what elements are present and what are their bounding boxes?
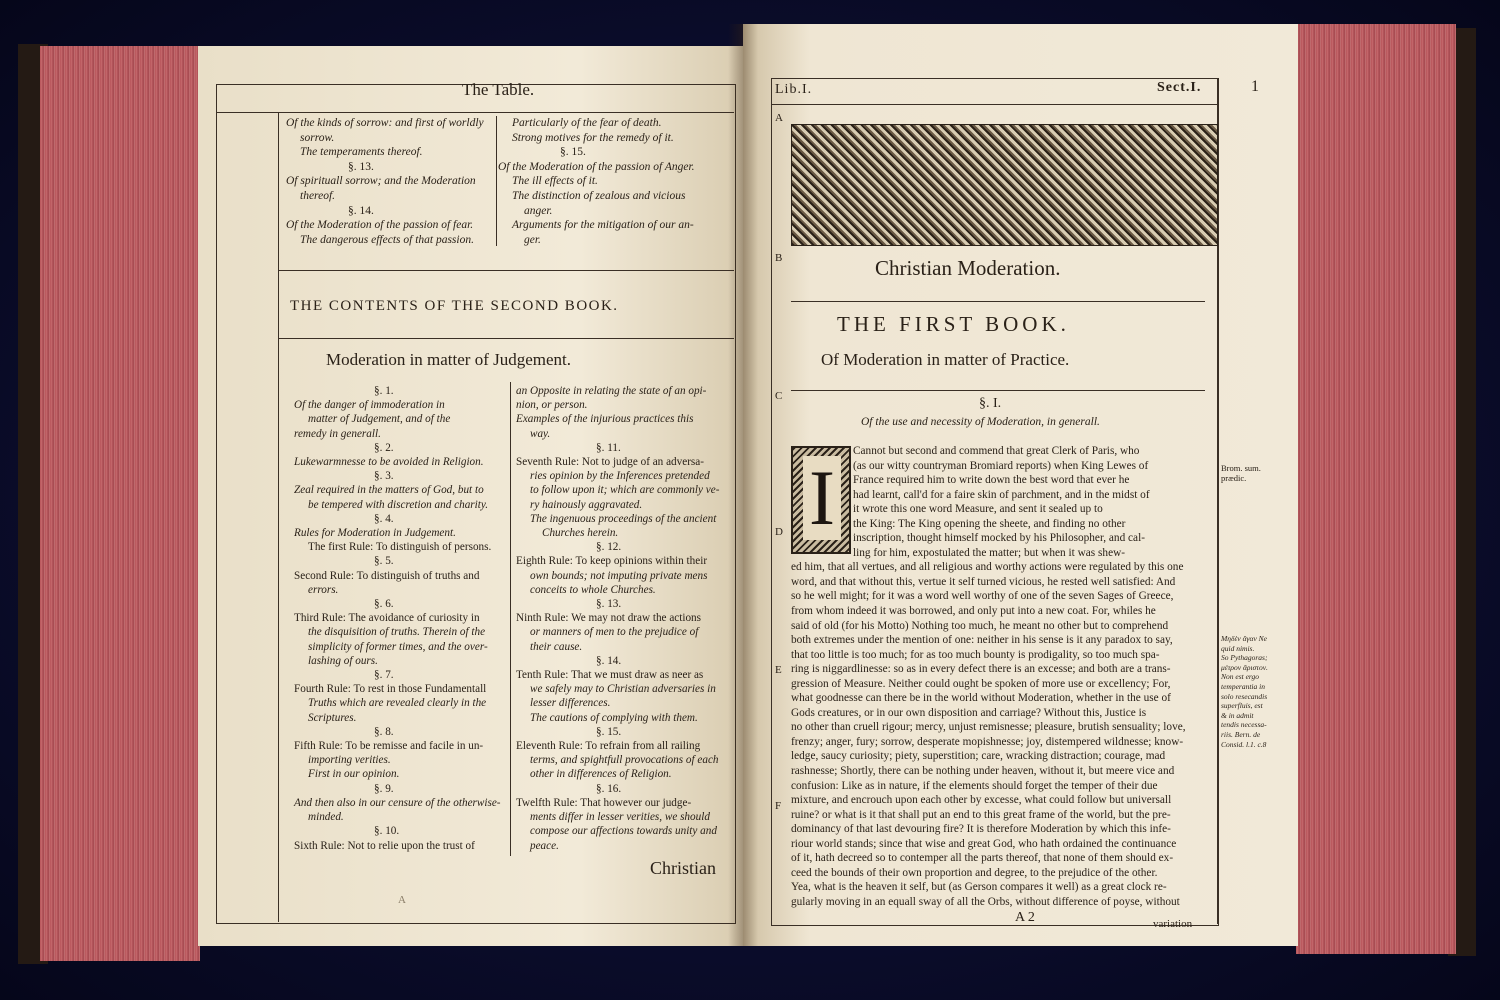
contents-line: Fifth Rule: To be remisse and facile in un- [294, 740, 484, 753]
contents-line: §. 11. [596, 441, 621, 454]
contents-line: Rules for Moderation in Judgement. [294, 527, 456, 540]
contents-line: Zeal required in the matters of God, but to [294, 484, 484, 497]
contents-line: an Opposite in relating the state of an opi- [516, 385, 707, 397]
margin-note-line: Μηδὲν ἄγαν Ne [1221, 634, 1267, 643]
body-line: (as our witty countryman Bromiard reports) when King Lewes of [853, 459, 1149, 472]
contents-line: §. 2. [374, 441, 394, 454]
contents-line: Lukewarmnesse to be avoided in Religion. [294, 456, 484, 469]
body-line: had learnt, call'd for a faire skin of parchment, and in the midst of [853, 488, 1150, 501]
body-line: frenzy; anger, fury; sorrow, desperate mopishnesse; joy, distempered wildnesse; know- [791, 735, 1184, 748]
margin-letter-d: D [775, 526, 783, 538]
subtitle-rule [791, 390, 1205, 391]
margin-note-line: So Pythagoras; [1221, 653, 1268, 663]
contents-line: Second Rule: To distinguish of truths and [294, 569, 480, 582]
margin-note-line: prædic. [1221, 472, 1247, 483]
body-line: rashnesse; Shortly, there can be nothing under heaven, without it, but meere vice and [791, 765, 1175, 778]
contents-column-a [294, 384, 501, 853]
body-line: mixture, and encrouch upon each other by excesse, what could follow but universall [791, 794, 1172, 807]
left-page-edge [40, 46, 200, 961]
left-header: The Table. [462, 80, 535, 99]
contents-line: ry hainously aggravated. [530, 498, 643, 511]
table-line: Of the Moderation of the passion of Anger. [498, 160, 695, 173]
table-line: anger. [524, 204, 553, 217]
body-line: Gods creatures, or in our own disposition and carriage? Without this, Justice is [791, 706, 1147, 719]
table-line: The dangerous effects of that passion. [300, 233, 474, 246]
contents-line: be tempered with discretion and charity. [308, 498, 489, 511]
body-line: ledge, saucy curiosity; piety, superstition; care, wracking distraction; courage, mad [791, 750, 1166, 763]
contents-line: Of the danger of immoderation in [294, 399, 445, 412]
body-line: Yea, what is the heaven it self, but (as Gerson compares it well) as a great clock re- [791, 881, 1167, 894]
section-title: Of the use and necessity of Moderation, in generall. [861, 416, 1100, 428]
body-line: said of old (for his Motto) Nothing too much, he meant no other but to comprehend [791, 619, 1169, 632]
right-signature: A 2 [1015, 910, 1035, 925]
contents-line: or manners of men to the prejudice of [530, 626, 699, 639]
margin-note-line: Brom. sum. [1221, 463, 1261, 473]
contents-column-b [516, 384, 719, 853]
contents-rule-bottom [278, 338, 734, 339]
contents-line: peace. [530, 839, 559, 852]
body-line: so he well might; for it was a word well worthy of one of the seven Sages of Greece, [791, 590, 1174, 603]
body-line: of it, hath decreed so to contemper all the parts thereof, that none of them should ex- [791, 852, 1174, 865]
margin-note-line: quid nimis. [1221, 643, 1255, 653]
table-line: The ill effects of it. [512, 175, 598, 188]
section-number: §. I. [979, 396, 1002, 411]
right-header-left: Lib.I. [775, 82, 813, 97]
contents-line: Fourth Rule: To rest in those Fundamentall [294, 683, 487, 696]
contents-line: And then also in our censure of the otherwise- [294, 796, 501, 809]
contents-line: matter of Judgement, and of the [308, 413, 451, 426]
body-line: dominancy of that last devouring fire? It is therefore Moderation by which this infe- [791, 823, 1171, 836]
contents-line: ments differ in lesser verities, we should [530, 811, 710, 824]
contents-line: The ingenuous proceedings of the ancient [530, 512, 717, 525]
table-line: §. 14. [348, 204, 374, 217]
contents-line: §. 9. [374, 782, 394, 795]
body-line: ring is niggardlinesse: so as in every defect there is an excesse; and both are a trans- [791, 663, 1171, 676]
margin-note-line: superfluis, est [1221, 701, 1263, 711]
contents-line: §. 14. [596, 654, 622, 667]
right-page-edge [1296, 24, 1456, 954]
left-page [198, 46, 743, 946]
table-line: The temperaments thereof. [300, 146, 423, 159]
body-line: both extremes under the mention of one: neither in his sense is it any paradox to say, [791, 634, 1173, 647]
contents-title: THE CONTENTS OF THE SECOND BOOK. [290, 298, 619, 314]
body-line: what goodnesse can there be in the world without Moderation, whether in the use of [791, 692, 1171, 705]
contents-line: Eleventh Rule: To refrain from all railing [516, 740, 701, 753]
contents-line: nion, or person. [516, 399, 588, 412]
title-rule [791, 301, 1205, 302]
margin-letter-c: C [775, 390, 783, 402]
table-column-1 [286, 116, 484, 247]
right-header-right: Sect.I. [1157, 80, 1202, 95]
contents-line: §. 7. [374, 669, 394, 682]
contents-col-rule [510, 382, 511, 856]
body-line: confusion: Like as in nature, if the elements should forget the temper of their due [791, 779, 1158, 792]
table-line: Of the kinds of sorrow: and first of worldly [286, 117, 484, 129]
table-line: sorrow. [300, 131, 335, 144]
contents-line: Seventh Rule: Not to judge of an adversa- [516, 456, 704, 469]
contents-line: Eighth Rule: To keep opinions within their [516, 555, 708, 568]
drop-cap-letter: I [803, 456, 841, 540]
right-catchword: variation [1153, 918, 1193, 930]
contents-line: Third Rule: The avoidance of curiosity in [294, 612, 480, 625]
table-line: Of the Moderation of the passion of fear. [286, 219, 474, 232]
contents-line: terms, and spightfull provocations of each [530, 754, 719, 767]
contents-subtitle: Moderation in matter of Judgement. [326, 350, 572, 369]
contents-line: own bounds; not imputing private mens [530, 569, 708, 582]
contents-line: the disquisition of truths. Therein of the [308, 626, 486, 639]
body-line: inscription, thought himself mocked by his Philosopher, and cal- [853, 532, 1145, 545]
body-line: it wrote this one word Measure, and sent it sealed up to [853, 503, 1103, 516]
margin-note-line: & in admit [1221, 710, 1254, 720]
margin-note-line: μέτρον ἄριστον. [1221, 662, 1268, 672]
contents-line: Churches herein. [542, 527, 619, 540]
right-page [743, 24, 1298, 946]
margin-note-line: Consid. l.1. c.8 [1221, 739, 1267, 749]
contents-line: The cautions of complying with them. [530, 711, 698, 724]
margin-note-bromiard [1221, 464, 1261, 483]
margin-letter-e: E [775, 664, 782, 676]
table-line: Particularly of the fear of death. [512, 117, 662, 129]
table-col-rule [496, 116, 497, 246]
contents-line: lesser differences. [530, 697, 611, 710]
table-line: Arguments for the mitigation of our an- [512, 219, 694, 232]
contents-line: The first Rule: To distinguish of persons. [308, 541, 492, 554]
page-number: 1 [1251, 78, 1259, 95]
contents-line: other in differences of Religion. [530, 768, 672, 781]
contents-line: compose our affections towards unity and [530, 825, 717, 838]
body-line: ed him, that all vertues, and all religious and worthy actions were regulated by this one [791, 561, 1184, 574]
right-header-rule [771, 104, 1217, 105]
contents-line: First in our opinion. [308, 768, 400, 781]
margin-note-line: solo resecandis [1221, 691, 1268, 701]
body-line: gression of Measure. Neither could ought be spoken of more use or excellency; For, [791, 677, 1171, 690]
decorative-headpiece [791, 124, 1218, 246]
body-line: ruine? or what is it that shall put an end to this great frame of the world, but the pre- [791, 808, 1171, 821]
body-line: gularly moving in an equall sway of all the Orbs, without difference of poyse, without [791, 895, 1180, 908]
body-line: Cannot but second and commend that great Clerk of Paris, who [853, 445, 1140, 457]
table-line: The distinction of zealous and vicious [512, 189, 686, 202]
contents-line: Truths which are revealed clearly in the [308, 697, 487, 710]
margin-note-line: temperantia in [1221, 681, 1265, 691]
contents-line: §. 6. [374, 598, 394, 611]
book-subtitle: Of Moderation in matter of Practice. [821, 350, 1070, 369]
left-signature: A [398, 894, 406, 906]
contents-line: importing verities. [308, 754, 391, 767]
contents-line: remedy in generall. [294, 427, 381, 440]
contents-line: §. 15. [596, 725, 622, 738]
contents-line: their cause. [530, 640, 583, 653]
body-line: France required him to write down the best word that ever he [853, 474, 1130, 487]
contents-line: lashing of ours. [308, 654, 378, 667]
contents-line: minded. [308, 811, 344, 824]
margin-note-greek [1221, 634, 1268, 749]
contents-rule-top [278, 270, 734, 271]
contents-line: §. 12. [596, 541, 622, 554]
contents-line: §. 8. [374, 725, 394, 738]
margin-letter-a: A [775, 112, 783, 124]
table-line: §. 15. [560, 146, 586, 159]
margin-letter-b: B [775, 252, 783, 264]
table-line: thereof. [300, 189, 336, 202]
contents-line: Ninth Rule: We may not draw the actions [516, 612, 702, 625]
table-line: ger. [524, 233, 541, 246]
contents-line: §. 3. [374, 470, 394, 483]
table-column-2 [498, 116, 695, 247]
contents-line: errors. [308, 583, 339, 596]
contents-line: §. 16. [596, 782, 622, 795]
work-title: Christian Moderation. [875, 256, 1061, 280]
body-line: word, and that without this, vertue it self turned vicious, he rested well satisfied: And [791, 575, 1176, 588]
contents-line: Sixth Rule: Not to relie upon the trust of [294, 839, 475, 852]
contents-line: §. 13. [596, 598, 622, 611]
contents-line: simplicity of former times, and the over- [308, 640, 488, 653]
body-line: that too little is too much; for as too much bounty is prodigality, so too much spa- [791, 648, 1160, 661]
contents-line: ries opinion by the Inferences pretended [530, 470, 710, 483]
contents-line: conceits to whole Churches. [530, 583, 656, 596]
body-line: from whom indeed it was borrowed, and only put into a new coat. For, whiles he [791, 605, 1156, 618]
table-line: §. 13. [348, 160, 374, 173]
contents-line: we safely may to Christian adversaries in [530, 683, 716, 696]
margin-note-line: tendis necessa- [1221, 720, 1267, 730]
contents-line: §. 1. [374, 385, 394, 397]
contents-line: Tenth Rule: That we must draw as neer as [516, 669, 704, 682]
table-line: Strong motives for the remedy of it. [512, 131, 674, 144]
contents-line: to follow upon it; which are commonly ve- [530, 484, 720, 497]
book-title: THE FIRST BOOK. [837, 312, 1070, 336]
contents-line: Twelfth Rule: That however our judge- [516, 796, 692, 809]
contents-line: §. 10. [374, 825, 400, 838]
body-line: ceed the bounds of their own proportion and degree, to the prejudice of the other. [791, 866, 1158, 879]
contents-line: way. [530, 427, 551, 440]
body-line: no other than cruell rigour; mercy, unjust remisnesse; pleasure, brutish sensuality; love, [791, 721, 1186, 734]
body-line: the King: The King opening the sheete, and finding no other [853, 517, 1126, 530]
header-rule [216, 112, 734, 113]
body-line: riour world stands; since that wise and great God, who hath ordained the continuance [791, 837, 1177, 850]
body-text [791, 444, 1216, 910]
contents-line: Scriptures. [308, 711, 357, 724]
contents-line: §. 5. [374, 555, 394, 568]
left-catchword: Christian [650, 858, 716, 878]
gutter-shadow [728, 24, 758, 946]
left-margin-rule [278, 112, 279, 922]
margin-note-line: Non est ergo [1221, 672, 1260, 682]
margin-letter-f: F [775, 800, 782, 812]
contents-line: §. 4. [374, 512, 394, 525]
table-line: Of spirituall sorrow; and the Moderation [286, 175, 476, 188]
body-line: ling for him, expostulated the matter; but when it was shew- [853, 546, 1126, 559]
contents-line: Examples of the injurious practices this [516, 413, 694, 426]
margin-note-line: riis. Bern. de [1221, 729, 1261, 739]
